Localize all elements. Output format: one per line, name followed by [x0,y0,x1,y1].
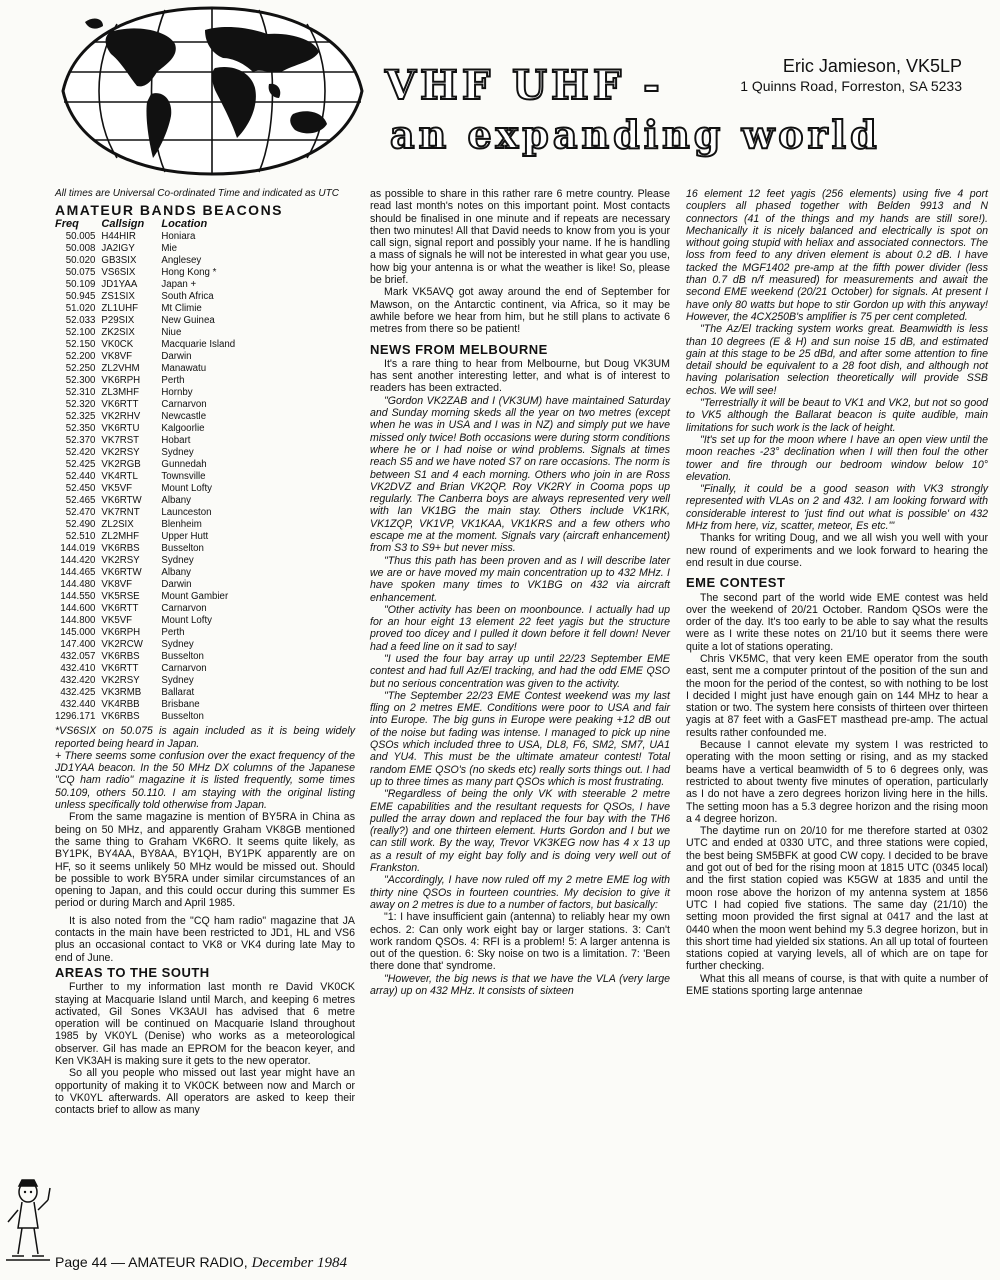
beacon-location: New Guinea [161,315,215,327]
beacon-callsign: P29SIX [101,315,135,327]
quote-paragraph: "Finally, it could be a good season with VK3 strongly represented with VLAs on 2 and 432. I am looking forward with considerable interest to 'just find out what is possible' on 432 MHz from here, viz, scatter, meteor, Es etc.'" [686,483,988,533]
beacon-location: Mount Gambier [161,591,229,603]
beacon-freq: 52.200 [65,351,96,363]
beacon-callsign: ZL2SIX [101,519,134,531]
table-row [55,327,235,339]
table-row [55,375,235,387]
quote-paragraph: "Terrestrially it will be beaut to VK1 and VK2, but not so good to VK5 although the Ballarat beacon is quite audible, main limitations for such work is the lack of height. [686,397,988,434]
table-row [55,699,235,711]
table-row [55,267,235,279]
paragraph: Chris VK5MC, that very keen EME operator from the south east, sent me a computer printout of the position of the sun and the moon for the period of the contest, so with nothing to be lost I decided I might just have enough gain on 144 MHz to hear a station or two. The system here consists of thirteen over thirteen yagis at 87 feet with a GasFET masthead pre-amp. The actual results rather confounded me. [686,652,988,739]
table-row [55,303,235,315]
beacon-freq: 1296.171 [55,711,96,723]
column-header-callsign: Callsign [101,218,145,231]
author-name: Eric Jamieson, VK5LP [782,56,962,76]
beacon-freq: 432.420 [60,675,96,687]
beacon-location: Japan + [161,279,197,291]
page-footer [55,1254,347,1271]
beacon-callsign: VK8VF [101,351,133,363]
beacon-location: Carnarvon [161,603,207,615]
table-row [55,543,235,555]
section-heading-melbourne: NEWS FROM MELBOURNE [370,341,548,357]
beacon-location: Mount Lofty [161,483,213,495]
table-row [55,627,235,639]
paragraph: Mark VK5AVQ got away around the end of September for Mawson, on the Antarctic continent, via Africa, so it may be awhile before we hear from him, but he still plans to activate 6 metres from there so be patient! [370,286,670,336]
beacon-callsign: VK3RMB [101,687,142,699]
paragraph: The daytime run on 20/10 for me therefore started at 0302 UTC and ended at 0330 UTC, and three stations were copied, the best being SM5BFK at good CW copy. I decided to be brave and got out of bed for the rising moon at 1815 UTC (0345 local) and the first station copied was K5GW at 1835 and until the moon rose above the horizon of my antenna system at 1856 UTC I had copied five stations. The same day (21/10) the setting moon provided the first signal at 0417 and the last at 0440 when the moon went behind my 5.3 degree horizon, but in this short time had yielded six stations. An all up total of fourteen stations copied at varying levels, all of which are on tape for further checking. [686,825,988,973]
beacon-location: Sydney [161,555,194,567]
paragraph: It is also noted from the "CQ ham radio" magazine that JA contacts in the main have been restricted to JD1, HL and VS6 plus an occasional contact to VK8 or VK4 during late May to end of June. [55,914,355,964]
beacon-callsign: VK6RPH [101,375,141,387]
title-line-1: VHF UHF - [385,62,664,109]
beacon-location: South Africa [161,291,214,303]
beacon-location: Hobart [161,435,191,447]
quote-paragraph: 16 element 12 feet yagis (256 elements) using five 4 port couplers all phased together with Belden 9913 and N connectors (41 of the things and my hands are still sore!). Mechanically it is nicely balanced and electrically is spot on without going stupid with heliax and associated connectors. The loss from feed to any driven element is about 0.2 dB. I have tacked the MGF1402 pre-amp at the fifth power divider (less than 0.7 dB n/f measured) for measurements and await the second EME weekend (20/21 October) for signals. At present I have only 80 watts but hope to stir Gordon up with this anyway! However, the 4CX250B's amplifier is 75 per cent completed. [686,188,988,323]
beacon-location: Darwin [161,351,192,363]
table-row [55,651,235,663]
table-row [55,255,235,267]
table-row [55,399,235,411]
table-row [55,411,235,423]
beacon-freq: 52.465 [65,495,96,507]
table-row [55,495,235,507]
beacon-freq: 432.440 [60,699,96,711]
column-header-freq: Freq [55,218,79,231]
beacon-freq: 52.490 [65,519,96,531]
beacon-location: Perth [161,375,185,387]
beacon-freq: 432.425 [60,687,96,699]
beacon-freq: 432.410 [60,663,96,675]
beacon-location: Kalgoorlie [161,423,205,435]
title-line-2: an expanding world [390,112,881,157]
beacon-callsign: VK2RSY [101,675,140,687]
beacon-callsign: ZS1SIX [101,291,135,303]
beacon-callsign: VK2RHV [101,411,141,423]
beacon-callsign: VK6RBS [101,651,140,663]
beacon-callsign: GB3SIX [101,255,137,267]
beacon-location: Carnarvon [161,399,207,411]
table-row [55,447,235,459]
quote-paragraph: "Regardless of being the only VK with steerable 2 metre EME capabilities and the resultant requests for QSOs, I have pulled the array down and replaced the four bay with the TH6 (really?) and one thirteen element. Hurts Gordon and I but we can still work. By the way, Trevor VK3KEG now has 4 x 13 up as a result of my eight bay folly and is doing very well out of Frankston. [370,788,670,875]
table-row [55,507,235,519]
beacon-freq: 52.100 [65,327,96,339]
beacon-callsign: VK2RGB [101,459,141,471]
beacon-location: Brisbane [161,699,200,711]
author-address: 1 Quinns Road, Forreston, SA 5233 [740,78,962,94]
beacon-location: Blenheim [161,519,202,531]
paragraph: as possible to share in this rather rare 6 metre country. Please read last month's notes on this important point. Most contacts should be finalised in one minute and if repeats are necessary then two minutes! All that David needs to know from you is your call sign, signal report and possibly your name. If he is handling a mass of signals he will not be interested in what gear you use, how big your antenna is or what the weather is like! So, please be brief. [370,188,670,287]
beacon-location: Hornby [161,387,193,399]
beacon-callsign: VK5VF [101,615,133,627]
beacon-location: Albany [161,567,192,579]
note-jd1yaa: + There seems some confusion over the exact frequency of the JD1YAA beacon. In the 50 MHz DX columns of the Japanese "CQ ham radio" magazine it is listed frequently, some times 50.109, others 50.110. I am staying with the original listing unless specifically told otherwise from Japan. [55,749,355,812]
beacon-callsign: VK6RBS [101,543,140,555]
beacon-callsign: ZL2VHM [101,363,140,375]
beacon-freq: 144.480 [60,579,96,591]
paragraph: From the same magazine is mention of BY5RA in China as being on 50 MHz, and apparently Graham VK8GB mentioned the same thing to Graham VK6RO. It seems quite likely, as BY1PK, BY4AA, BY8AA, BY1QH, BY1PK apparently are on HF, so it seems unlikely 50 MHz would be missed out. Should be possible to work BY5RA under similar circumstances of an opening to Japan, and this could occur during this summer Es period or during March and April 1985. [55,811,355,910]
beacon-freq: 50.008 [65,243,96,255]
quote-paragraph: "Accordingly, I have now ruled off my 2 metre EME log with thirty nine QSOs in fourteen countries. My decision to give it away on 2 metres is due to a number of factors, but basically: [370,874,670,911]
beacon-callsign: VK6RPH [101,627,141,639]
paragraph: So all you people who missed out last year might have an opportunity of making it to VK0CK between now and March or to VK0YL afterwards. All operators are asked to keep their contacts brief to allow as many [55,1067,355,1117]
beacon-freq: 50.075 [65,267,96,279]
globe-logo [55,2,370,180]
table-row [55,435,235,447]
beacon-freq: 52.370 [65,435,96,447]
beacon-freq: 52.450 [65,483,96,495]
table-row [55,483,235,495]
beacon-location: Mount Lofty [161,615,213,627]
beacon-freq: 145.000 [60,627,96,639]
beacon-callsign: VK4RBB [101,699,140,711]
table-row [55,387,235,399]
beacon-freq: 52.310 [65,387,96,399]
beacon-location: Newcastle [161,411,207,423]
beacon-callsign: H44HIR [101,231,136,243]
beacon-callsign: VK6RTW [101,567,142,579]
beacon-location: Busselton [161,543,204,555]
table-row [55,639,235,651]
beacon-location: Honiara [161,231,196,243]
paragraph: It's a rare thing to hear from Melbourne, but Doug VK3UM has sent another interesting letter, and what is of interest to readers has been extracted. [370,357,670,395]
beacon-callsign: VK6RTW [101,495,142,507]
quote-paragraph: "1: I have insufficient gain (antenna) to reliably hear my own echos. 2: Can only work eight bay or larger stations. 3: Can't work random QSOs. 4: RFI is a problem! 5: A larger antenna is out of the question. 6: Sky noise on two is a limitation. 7: 'Been there done that' syndrome. [370,911,670,973]
beacon-location: Gunnedah [161,459,207,471]
beacon-freq: 52.510 [65,531,96,543]
table-row [55,471,235,483]
paragraph: Further to my information last month re David VK0CK staying at Macquarie Island until March, and keeping 6 metres activated, Gil Sones VK3AUI has advised that 6 metre operation will be continued on Macquarie Island throughout 1985 by VK0YL (Denise) who works as a meteorological observer. Gil has made an EPROM for the beacon keyer, and Ken VK3AH is making sure it gets to the new operator. [55,981,355,1068]
beacon-location: Albany [161,495,192,507]
beacon-location: Sydney [161,675,194,687]
beacon-freq: 50.109 [65,279,96,291]
beacon-freq: 51.020 [65,303,96,315]
paragraph: The second part of the world wide EME contest was held over the weekend of 20/21 October. Random QSOs were the order of the day. It's too early to be able to say what the results were as I write these notes on 21/10 but it seems there were quite a lot of stations operating. [686,591,988,653]
beacon-freq: 144.800 [60,615,96,627]
beacons-heading: AMATEUR BANDS BEACONS [55,202,284,218]
beacon-freq: 52.420 [65,447,96,459]
table-row [55,459,235,471]
beacon-callsign: VK6RTT [101,399,139,411]
beacon-freq: 52.320 [65,399,96,411]
table-row [55,351,235,363]
quote-paragraph: "Thus this path has been proven and as I will describe later we are or have moved my main concentration up to 432 MHz. I have spoken many times to VK1BG on 432 via aircraft enhancement. [370,554,670,604]
beacon-callsign: ZL1UHF [101,303,139,315]
table-row [55,591,235,603]
beacon-location: Upper Hutt [161,531,209,543]
author-block [740,55,962,95]
beacon-location: Darwin [161,579,192,591]
beacon-table [55,218,235,723]
table-row [55,711,235,723]
beacon-callsign: VS6SIX [101,267,136,279]
beacon-freq: 52.033 [65,315,96,327]
table-row [55,531,235,543]
table-row [55,243,235,255]
beacon-callsign: VK4RTL [101,471,138,483]
mascot-illustration [4,1178,52,1264]
table-row [55,567,235,579]
beacon-table-body [55,231,235,723]
table-row [55,279,235,291]
beacon-location: Sydney [161,639,194,651]
beacon-freq: 52.425 [65,459,96,471]
beacon-callsign: ZK2SIX [101,327,135,339]
beacon-freq: 50.020 [65,255,96,267]
beacon-location: Mie [161,243,178,255]
table-row [55,615,235,627]
beacon-callsign: VK5RSE [101,591,140,603]
footer-date: December 1984 [251,1255,347,1271]
beacon-location: Launceston [161,507,212,519]
column-header-location: Location [161,218,208,231]
column-2 [370,188,670,997]
column-1 [55,188,355,1117]
beacon-location: Mt Climie [161,303,202,315]
table-row [55,519,235,531]
quote-paragraph: "However, the big news is that we have the VLA (very large array) up on 432 MHz. It consists of sixteen [370,972,670,997]
beacon-location: Hong Kong * [161,267,217,279]
table-row [55,231,235,243]
intro-note: All times are Universal Co-ordinated Time and indicated as UTC [55,188,339,199]
footer-page: Page 44 — AMATEUR RADIO, [55,1254,248,1270]
beacon-location: Anglesey [161,255,202,267]
column-3 [686,188,988,997]
beacon-callsign: VK7RNT [101,507,140,519]
quote-paragraph: "The September 22/23 EME Contest weekend was my last fling on 2 metres EME. Conditions were poor to USA and fair into Europe. The big guns in Europe were peaking +12 dB out of the noise but fading was intense. I managed to pick up nine QSOs which included three to USA, DL8, F6, SM2, SM7, UA1 and YU4. This must be the ultimate amateur contest! Total random EME QSO's (no skeds etc) really sorts things out. I had up to three times as many part QSOs which is most frustrating. [370,689,670,788]
quote-paragraph: "Gordon VK2ZAB and I (VK3UM) have maintained Saturday and Sunday morning skeds all the year on two metres (except when he was in USA and I was in NZ) and simply put we have missed only twice! Both occasions were during storm conditions where he or I had noise or wind problems. Signals at times reach S5 and we have noted S7 on rare occasions. The norm is between S1 and 4 each morning. Others who join in are Ross VK2DVZ and Brian VK2QP. Roy VK2RY in Cooma pops up regularly. The Canberra boys are always represented very well with Ian VK1BG the main stay. Others include VK1RK, VK1ZQP, VK1VP, VK1KAA, VK1KRS and a few others who escape me at the moment. Signals vary (aircraft enhancement) from S3 to S9+ but never miss. [370,394,670,555]
beacon-freq: 52.470 [65,507,96,519]
beacon-callsign: VK8VF [101,579,133,591]
beacon-freq: 144.550 [60,591,96,603]
beacon-freq: 50.945 [65,291,96,303]
beacon-callsign: VK2RSY [101,447,140,459]
beacon-callsign: VK2RSY [101,555,140,567]
beacon-freq: 52.325 [65,411,96,423]
table-row [55,675,235,687]
beacon-location: Ballarat [161,687,195,699]
quote-paragraph: "It's set up for the moon where I have an open view until the moon reaches -23° declination when I will then foul the other tower and fire through our bedroom window below 10° elevation. [686,433,988,483]
beacon-freq: 144.019 [60,543,96,555]
table-row [55,603,235,615]
beacon-freq: 147.400 [60,639,96,651]
beacon-table-header [55,218,235,231]
quote-paragraph: "Other activity has been on moonbounce. I actually had up for an hour eight 13 element 22 feet yagis but the structure proved too dicey and I pulled it down before it fell down! Never had a feed line on it sad to say! [370,603,670,653]
beacon-callsign: VK0CK [101,339,134,351]
beacon-freq: 50.005 [65,231,96,243]
beacon-callsign: VK6RTT [101,603,139,615]
beacon-location: Townsville [161,471,206,483]
beacon-freq: 52.300 [65,375,96,387]
paragraph: Because I cannot elevate my system I was restricted to operating with the moon setting or rising, and as my stacked beams have a vertical beamwidth of 5 to 6 degrees only, was restricted to about twenty five minutes of operation, particularly as I do not have a zero degrees horizon living here in the hills. The setting moon has a 5.3 degree horizon and the rising moon a 4 degree horizon. [686,739,988,825]
paragraph: Thanks for writing Doug, and we all wish you well with your new round of experiments and we look forward to hearing the end result in due course. [686,532,988,569]
quote-paragraph: "The Az/El tracking system works great. Beamwidth is less than 10 degrees (E & H) and sun noise 15 dB, and estimated gain at this stage to be 25 dBd, and after some attention to fine detail should be equivalent to a 28 foot dish, and although not having polarisation selection theoretically will provide SSB echos. We will see! [686,323,988,397]
beacon-location: Carnarvon [161,663,207,675]
beacon-callsign: VK6RBS [101,711,140,723]
table-row [55,555,235,567]
table-row [55,687,235,699]
beacon-callsign: JA2IGY [101,243,135,255]
table-row [55,363,235,375]
table-row [55,663,235,675]
beacon-location: Sydney [161,447,194,459]
beacon-freq: 144.465 [60,567,96,579]
beacon-location: Macquarie Island [161,339,236,351]
table-row [55,339,235,351]
beacon-location: Busselton [161,711,204,723]
beacon-freq: 52.440 [65,471,96,483]
beacon-callsign: VK2RCW [101,639,143,651]
section-heading-eme: EME CONTEST [686,575,786,591]
beacon-callsign: VK7RST [101,435,140,447]
section-heading-south: AREAS TO THE SOUTH [55,964,210,980]
paragraph: What this all means of course, is that with quite a number of EME stations sporting large antennae [686,972,988,997]
table-row [55,423,235,435]
table-row [55,291,235,303]
beacon-callsign: VK6RTT [101,663,139,675]
beacon-location: Niue [161,327,182,339]
beacon-freq: 52.350 [65,423,96,435]
quote-paragraph: "I used the four bay array up until 22/23 September EME contest and had full Az/El tracking, and had the odd EME QSO but no serious concentration was given to the activity. [370,652,670,690]
beacon-freq: 52.150 [65,339,96,351]
beacon-callsign: ZL2MHF [101,531,140,543]
beacon-freq: 432.057 [60,651,96,663]
note-vs6six: *VS6SIX on 50.075 is again included as it is being widely reported being heard in Japan. [55,725,355,750]
table-row [55,315,235,327]
beacon-location: Perth [161,627,185,639]
beacon-freq: 52.250 [65,363,96,375]
beacon-callsign: VK5VF [101,483,133,495]
beacon-callsign: ZL3MHF [101,387,140,399]
beacon-freq: 144.600 [60,603,96,615]
beacon-location: Busselton [161,651,204,663]
beacon-callsign: JD1YAA [101,279,138,291]
beacon-callsign: VK6RTU [101,423,140,435]
beacon-location: Manawatu [161,363,207,375]
beacon-freq: 144.420 [60,555,96,567]
table-row [55,579,235,591]
